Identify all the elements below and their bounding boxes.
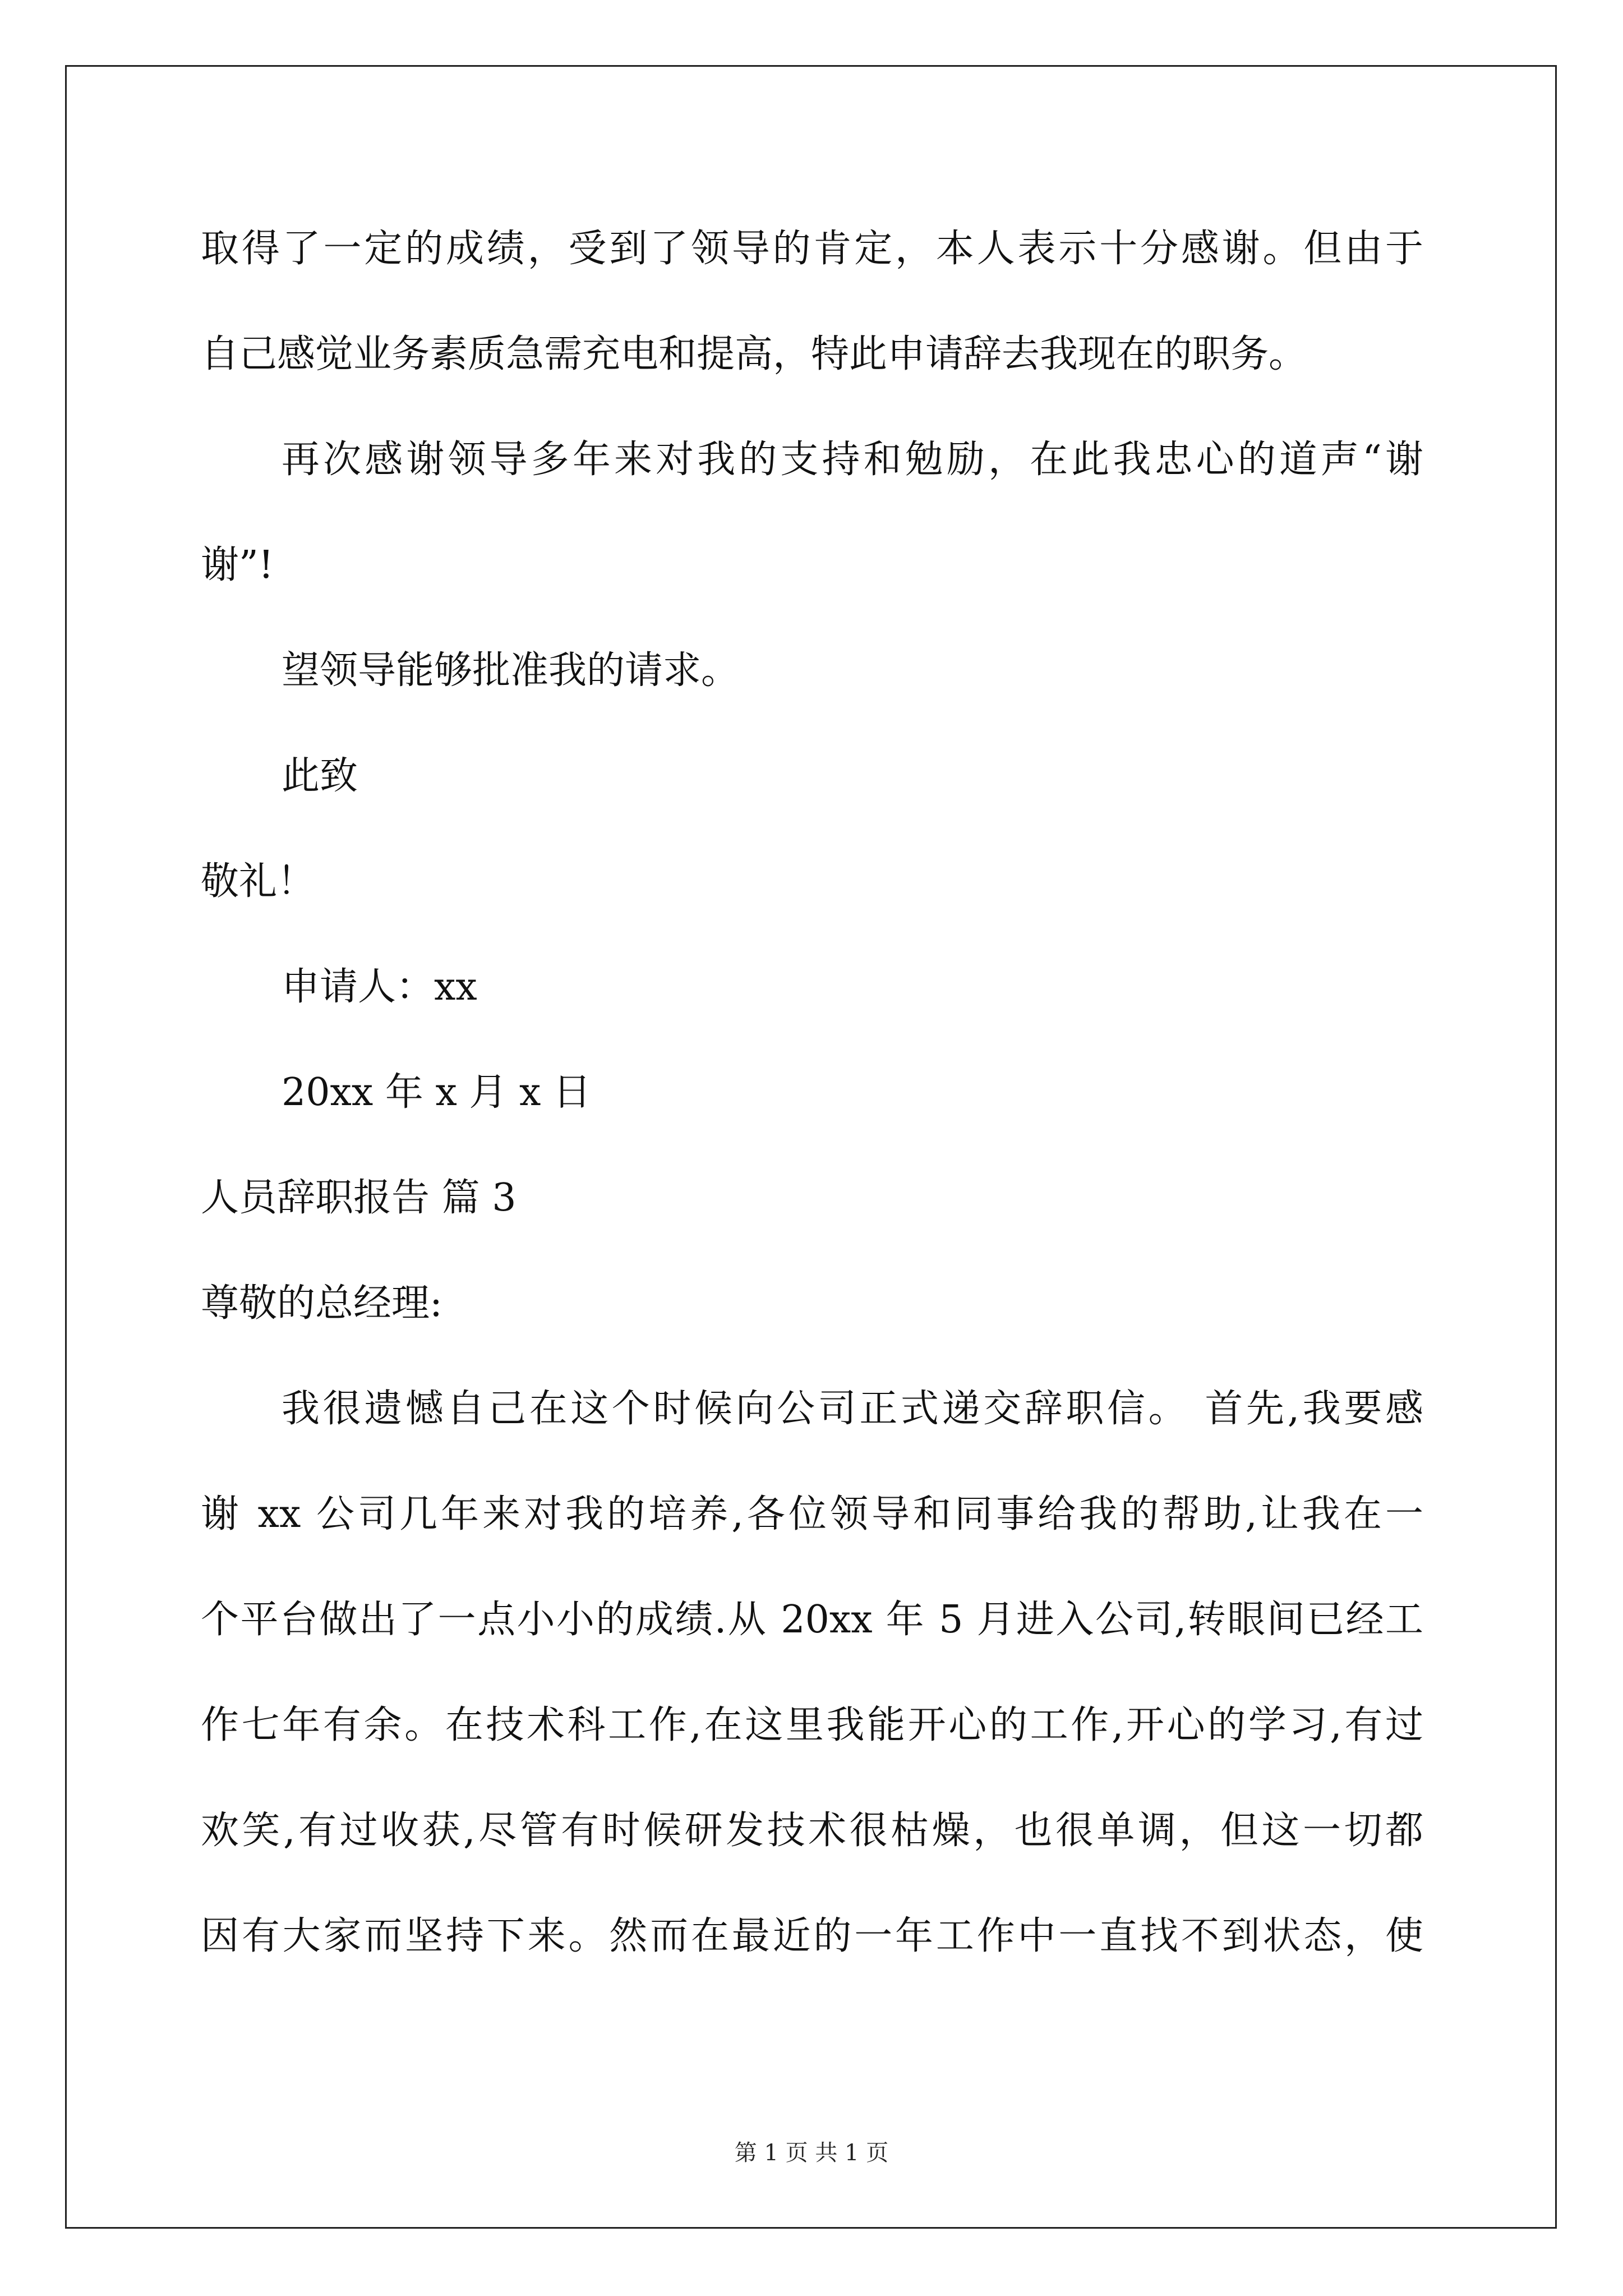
text-line: 望领导能够批准我的请求。 (282, 648, 740, 693)
text-line: 作七年有余。在技术科工作,在这里我能开心的工作,开心的学习,有过 (201, 1703, 1423, 1747)
text-line: 因有大家而坚持下来。然而在最近的一年工作中一直找不到状态，使 (201, 1914, 1423, 1958)
salutation-line: 此致 (282, 754, 358, 798)
salutation-line: 敬礼！ (201, 859, 316, 904)
page-footer: 第 1 页 共 1 页 (734, 2140, 889, 2166)
text-line: 欢笑,有过收获,尽管有时候研发技术很枯燥，也很单调，但这一切都 (201, 1809, 1423, 1853)
text-line: 取得了一定的成绩，受到了领导的肯定，本人表示十分感谢。但由于 (201, 227, 1423, 271)
text-line: 谢”! (201, 543, 274, 587)
text-line: 再次感谢领导多年来对我的支持和勉励，在此我忠心的道声“谢 (282, 438, 1423, 482)
date-line: 20xx 年 x 月 x 日 (282, 1070, 592, 1115)
applicant-line: 申请人：xx (282, 965, 477, 1009)
text-line: 自己感觉业务素质急需充电和提高，特此申请辞去我现在的职务。 (201, 332, 1307, 376)
text-line: 个平台做出了一点小小的成绩.从 20xx 年 5 月进入公司,转眼间已经工 (201, 1598, 1423, 1642)
text-line: 我很遗憾自己在这个时候向公司正式递交辞职信。 首先,我要感 (282, 1387, 1423, 1431)
page-border (65, 65, 1557, 2229)
section-heading: 人员辞职报告 篇 3 (201, 1176, 517, 1220)
recipient-line: 尊敬的总经理: (201, 1281, 442, 1326)
text-line: 谢 xx 公司几年来对我的培养,各位领导和同事给我的帮助,让我在一 (201, 1492, 1423, 1536)
